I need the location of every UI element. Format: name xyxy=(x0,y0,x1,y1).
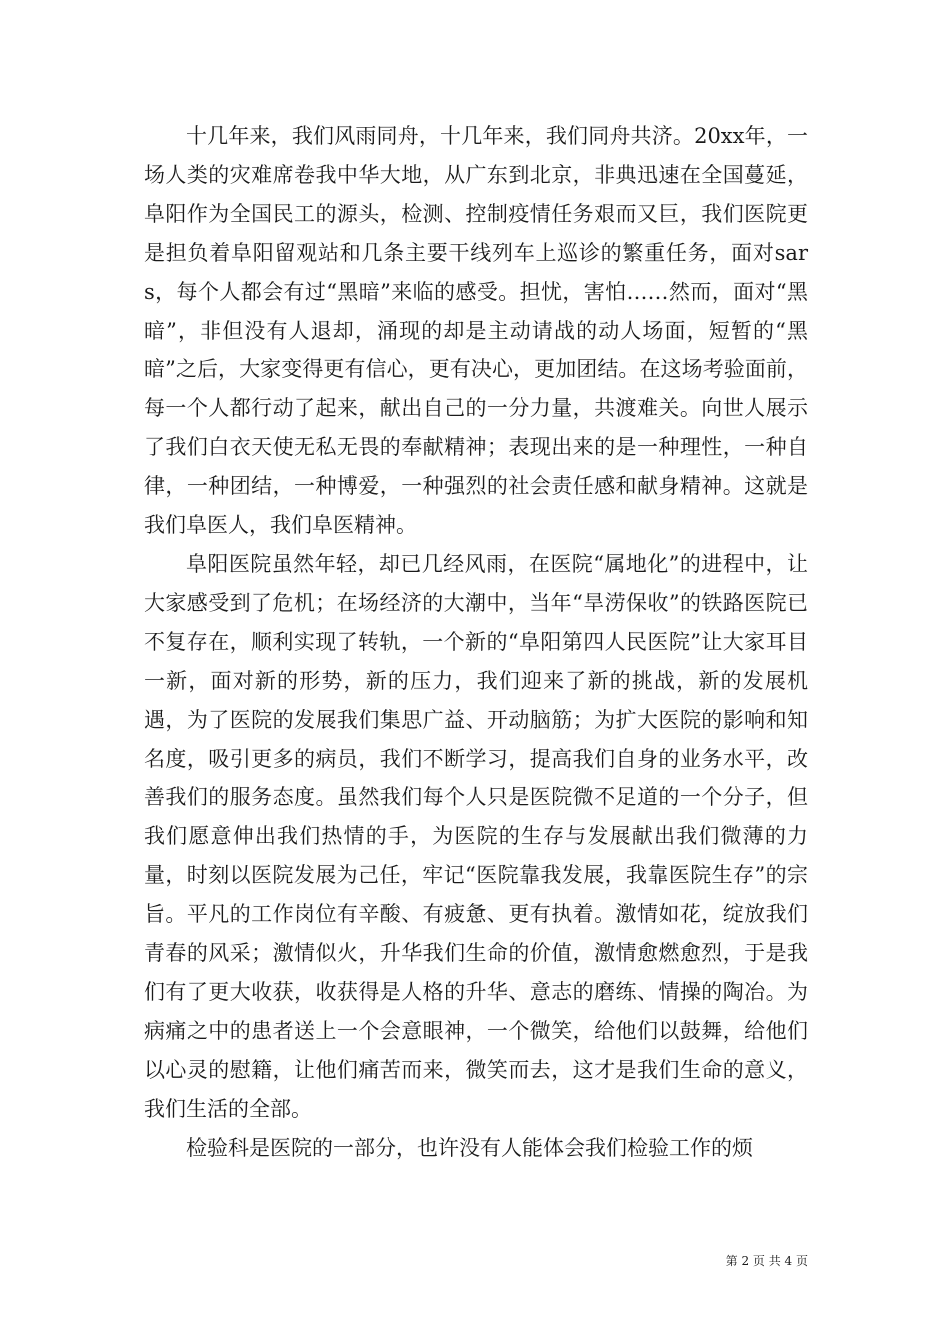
page-number-footer: 第 2 页 共 4 页 xyxy=(725,1254,808,1268)
paragraph-1: 十几年来，我们风雨同舟，十几年来，我们同舟共济。20xx年，一场人类的灾难席卷我中华大地，从广东到北京，非典迅速在全国蔓延，阜阳作为全国民工的源头，检测、控制疫情任务艰而又巨，我们医院更是担负着阜阳留观站和几条主要干线列车上巡诊的繁重任务，面对sars，每个人都会有过“黑暗”来临的感受。担忧，害怕……然而，面对“黑暗”，非但没有人退却，涌现的却是主动请战的动人场面，短暂的“黑暗”之后，大家变得更有信心，更有决心，更加团结。在这场考验面前，每一个人都行动了起来，献出自己的一分力量，共渡难关。向世人展示了我们白衣天使无私无畏的奉献精神；表现出来的是一种理性，一种自律，一种团结，一种博爱，一种强烈的社会责任感和献身精神。这就是我们阜医人，我们阜医精神。 xyxy=(144,124,808,538)
paragraph-3: 检验科是医院的一部分，也许没有人能体会我们检验工作的烦 xyxy=(186,1135,753,1160)
paragraph-2: 阜阳医院虽然年轻，却已几经风雨，在医院“属地化”的进程中，让大家感受到了危机；在场经济的大潮中，当年“旱涝保收”的铁路医院已不复存在，顺利实现了转轨，一个新的“阜阳第四人民医院”让大家耳目一新，面对新的形势，新的压力，我们迎来了新的挑战，新的发展机遇，为了医院的发展我们集思广益、开动脑筋；为扩大医院的影响和知名度，吸引更多的病员，我们不断学习，提高我们自身的业务水平，改善我们的服务态度。虽然我们每个人只是医院微不足道的一个分子，但我们愿意伸出我们热情的手，为医院的生存与发展献出我们微薄的力量，时刻以医院发展为己任，牢记“医院靠我发展，我靠医院生存”的宗旨。平凡的工作岗位有辛酸、有疲惫、更有执着。激情如花，绽放我们青春的风采；激情似火，升华我们生命的价值，激情愈燃愈烈，于是我们有了更大收获，收获得是人格的升华、意志的磨练、情操的陶冶。为病痛之中的患者送上一个会意眼神，一个微笑，给他们以鼓舞，给他们以心灵的慰籍，让他们痛苦而来，微笑而去，这才是我们生命的意义，我们生活的全部。 xyxy=(144,551,808,1121)
document-body xyxy=(144,117,808,1167)
